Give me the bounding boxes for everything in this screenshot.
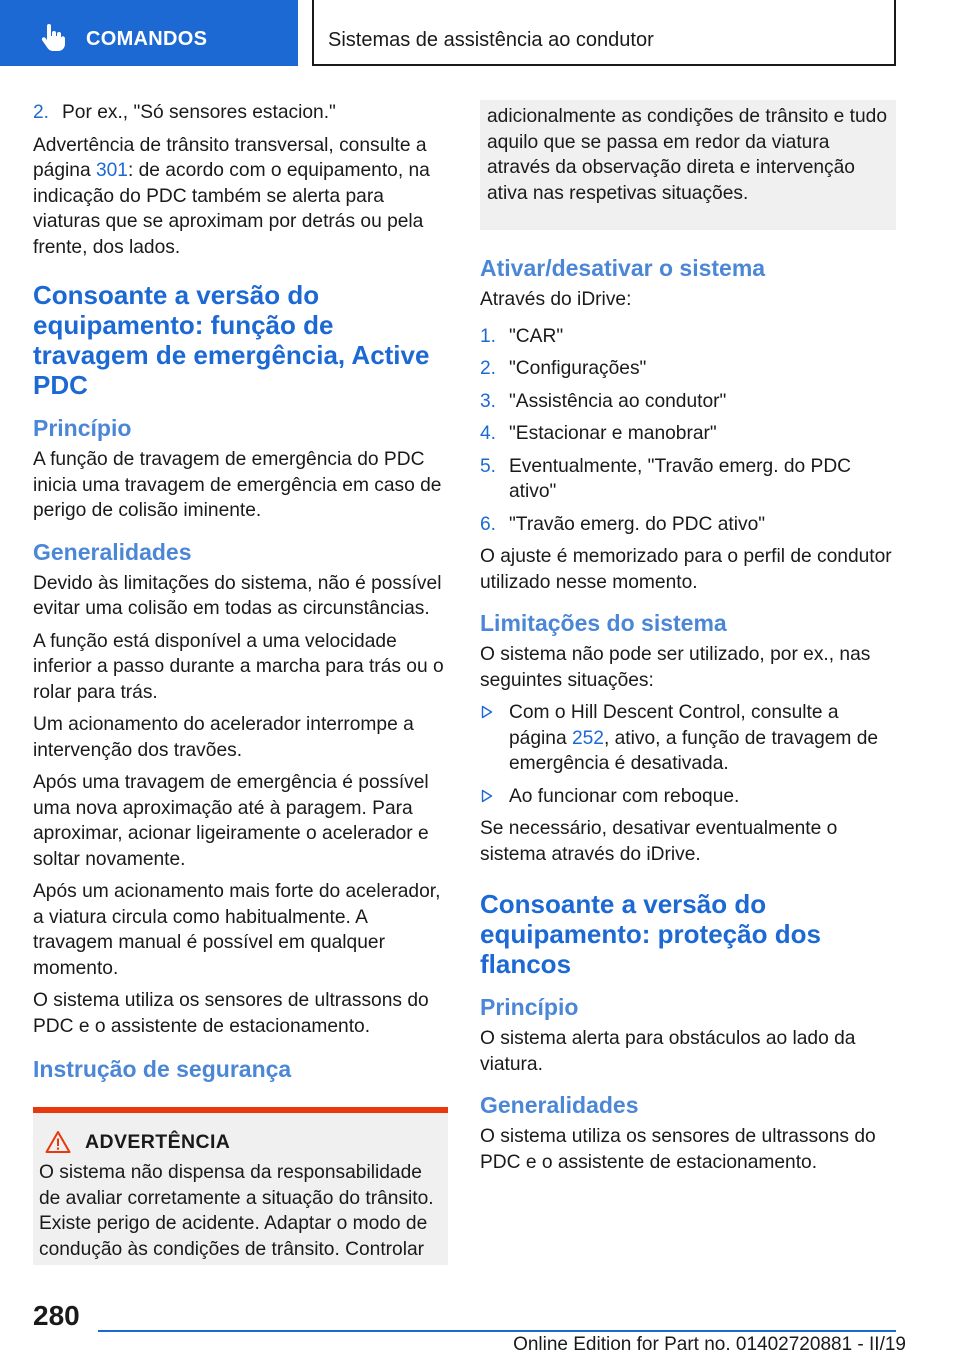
step-text: "Configurações"	[509, 358, 647, 379]
list-number: 2.	[33, 102, 50, 123]
principle-paragraph: A função de travagem de emergência do PDC inicia uma travagem de emergência em caso de perigo de colisão iminente.	[33, 449, 442, 521]
general-paragraph: A função está disponível a uma velocidade inferior a passo durante a marcha para trás ou o rolar para trás.	[33, 630, 444, 703]
heading-general: Generalidades	[480, 1092, 639, 1118]
warning-header	[39, 1130, 440, 1154]
step-number: 2.	[480, 358, 497, 379]
step-number: 5.	[480, 455, 497, 477]
step-item	[480, 454, 896, 505]
general-paragraph: Um acionamento do acelerador interrompe a intervenção dos travões.	[33, 714, 414, 761]
heading-principle: Princípio	[480, 994, 579, 1020]
heading-principle: Princípio	[33, 415, 132, 441]
limitation-item	[480, 700, 896, 777]
heading-emergency-brake: Consoante a versão do equipamento: função de travagem de emergência, Active PDC	[33, 280, 430, 400]
flanks-principle: O sistema alerta para obstáculos ao lado da viatura.	[480, 1028, 856, 1075]
page-number: 280	[33, 1300, 80, 1331]
section-tab	[0, 0, 298, 66]
footer-divider	[98, 1330, 896, 1332]
warning-box	[33, 1107, 448, 1265]
section-header	[312, 0, 896, 66]
step-text: "Travão emerg. do PDC ativo"	[509, 513, 766, 535]
heading-general: Generalidades	[33, 538, 192, 565]
limitation-text: Com o Hill Descent Control, consulte a página	[509, 702, 839, 749]
via-idrive: Através do iDrive:	[480, 289, 632, 310]
step-item	[480, 389, 896, 415]
step-item	[480, 356, 896, 382]
left-column	[33, 100, 448, 1265]
warning-continuation-text: adicionalmente as condições de trânsito e tudo aquilo que se passa em redor da viatura através da observação direta e intervenção ativa nas respetivas situações.	[487, 106, 887, 204]
tab-label: COMANDOS	[86, 28, 208, 50]
list-text: Por ex., "Só sensores estacion."	[62, 102, 336, 123]
step-item	[480, 324, 896, 350]
step-item	[480, 421, 896, 447]
warning-triangle-icon	[45, 1130, 71, 1154]
triangle-bullet-icon	[481, 789, 493, 803]
list-item	[33, 100, 448, 126]
warning-continuation	[480, 100, 896, 230]
heading-limitations: Limitações do sistema	[480, 610, 727, 636]
heading-activate: Ativar/desativar o sistema	[480, 255, 766, 281]
warning-title: ADVERTÊNCIA	[85, 1130, 231, 1153]
heading-flank-protection: Consoante a versão do equipamento: proteção dos flancos	[480, 889, 821, 979]
right-column	[480, 100, 896, 1182]
hand-pointer-icon	[40, 24, 66, 52]
step-number: 4.	[480, 423, 497, 444]
page-link[interactable]: 301	[95, 160, 128, 181]
setting-saved: O ajuste é memorizado para o perfil de condutor utilizado nesse momento.	[480, 546, 892, 593]
limitations-intro: O sistema não pode ser utilizado, por ex., nas seguintes situações:	[480, 644, 871, 691]
limitation-text-cont: , ativo, a função de travagem de emergência é desativada.	[509, 727, 879, 774]
step-text: Eventualmente, "Travão emerg. do PDC ativo"	[509, 455, 852, 502]
heading-safety: Instrução de segurança	[33, 1056, 292, 1082]
limitation-item	[480, 784, 896, 810]
general-paragraph: Após uma travagem de emergência é possível uma nova aproximação até à paragem. Para aproximar, acionar ligeiramente o acelerador e soltar novamente.	[33, 772, 429, 870]
intro-text: Advertência de trânsito transversal, consulte a página	[33, 134, 427, 181]
warning-text: O sistema não dispensa da responsabilidade de avaliar corretamente a situação do trânsito. Existe perigo de acidente. Adaptar o modo de condução às condições de trânsito. Controlar	[39, 1162, 434, 1260]
step-number: 3.	[480, 390, 497, 412]
step-item	[480, 512, 896, 538]
limitation-text: Ao funcionar com reboque.	[509, 785, 740, 807]
triangle-bullet-icon	[481, 705, 493, 719]
limitations-outro: Se necessário, desativar eventualmente o sistema através do iDrive.	[480, 818, 838, 865]
step-text: "Assistência ao condutor"	[509, 390, 727, 412]
general-paragraph: Devido às limitações do sistema, não é possível evitar uma colisão em todas as circunstâncias.	[33, 572, 442, 619]
step-text: "Estacionar e manobrar"	[509, 423, 717, 444]
general-paragraph: O sistema utiliza os sensores de ultrassons do PDC e o assistente de estacionamento.	[33, 990, 429, 1037]
general-paragraph: Após um acionamento mais forte do acelerador, a viatura circula como habitualmente. A travagem manual é possível em qualquer momento.	[33, 881, 441, 979]
flanks-general: O sistema utiliza os sensores de ultrassons do PDC e o assistente de estacionamento.	[480, 1126, 876, 1173]
page-link[interactable]: 252	[571, 727, 604, 749]
intro-text-cont: : de acordo com o equipamento, na indicação do PDC também se alerta para viaturas que se aproximam por detrás ou pela frente, dos lados.	[33, 160, 430, 258]
step-number: 6.	[480, 513, 497, 535]
step-text: "CAR"	[509, 325, 564, 347]
intro-paragraph	[33, 133, 448, 261]
section-title: Sistemas de assistência ao condutor	[328, 29, 654, 51]
edition-note: Online Edition for Part no. 01402720881 - II/19	[513, 1334, 906, 1355]
step-number: 1.	[480, 325, 497, 347]
